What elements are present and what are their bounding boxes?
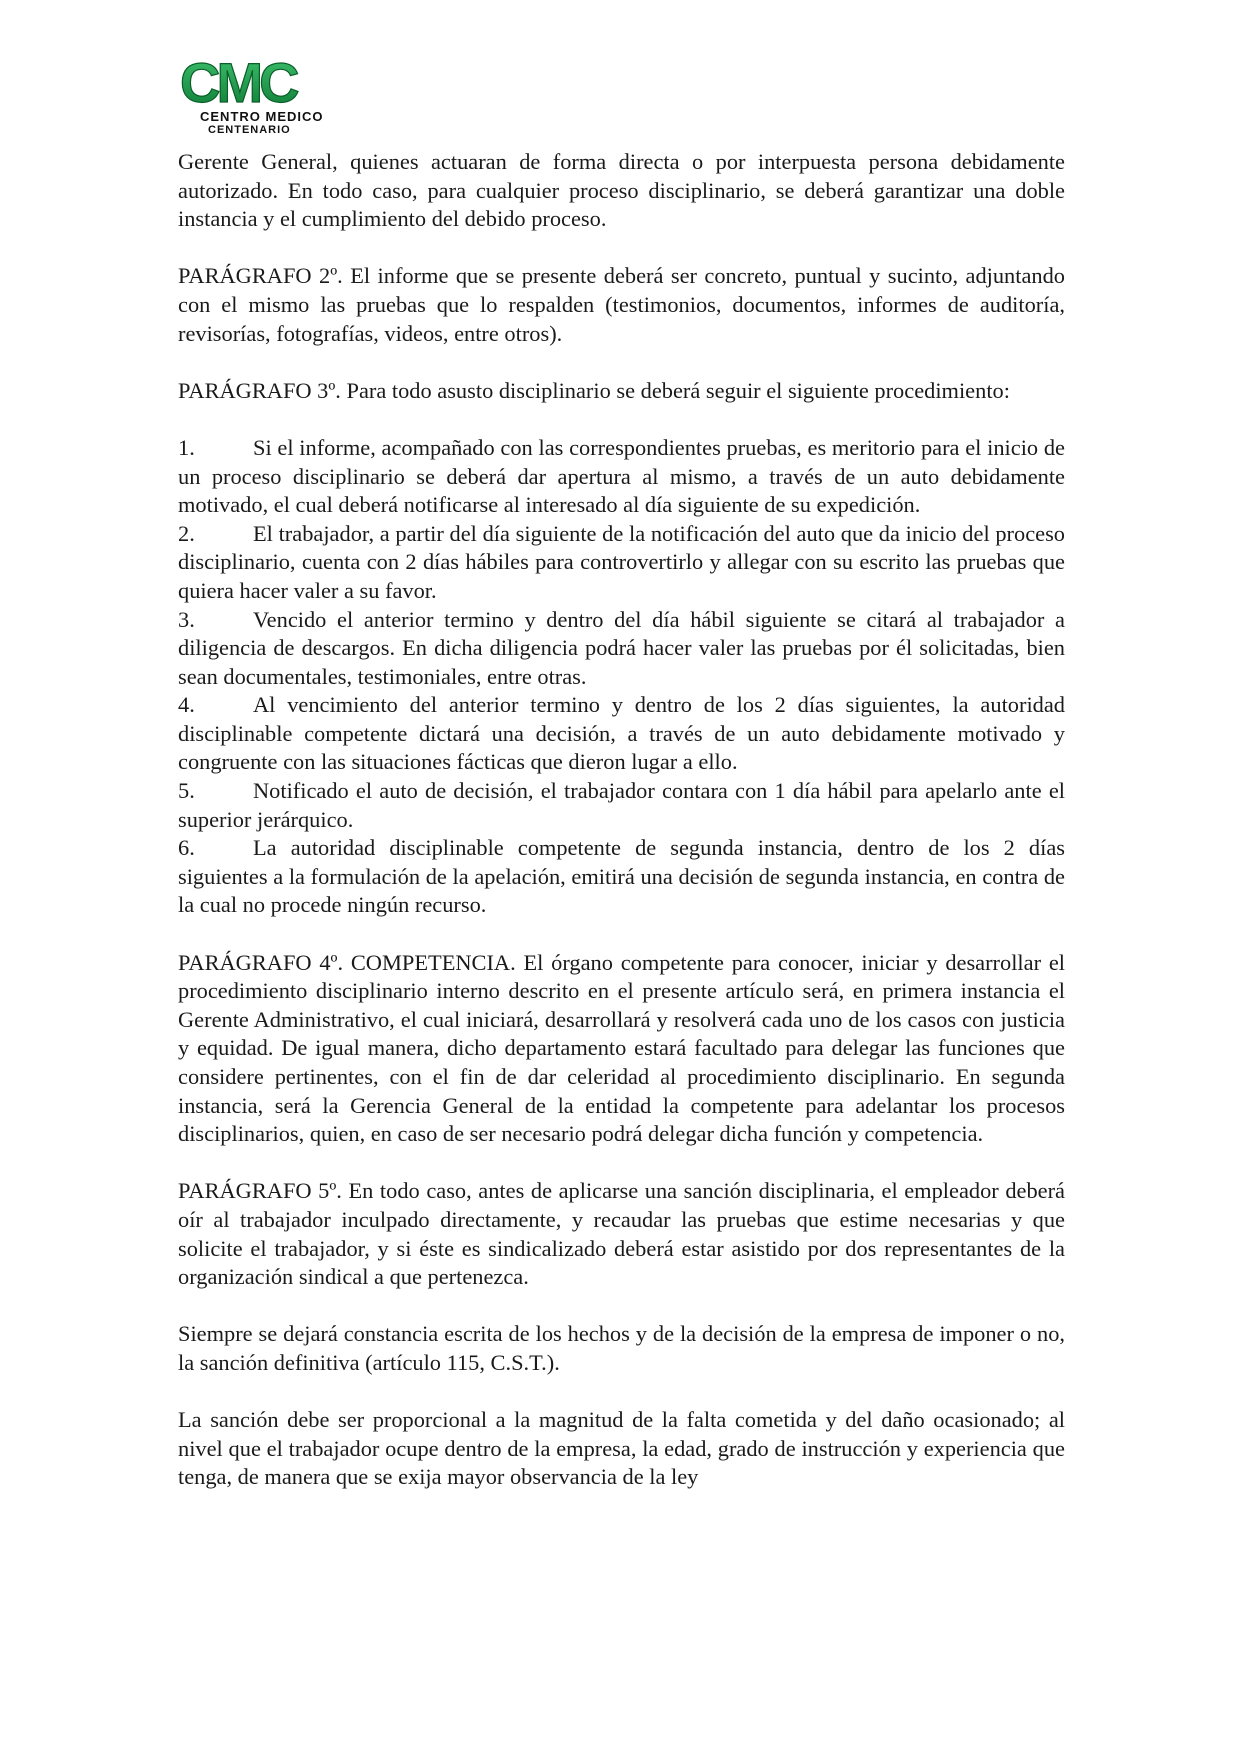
list-item-text: El trabajador, a partir del día siguiente de la notificación del auto que da inicio del proceso disciplinario, cuenta con 2 días hábiles para controvertirlo y allegar con su escrito las pruebas que quiera hacer valer a su favor. [178, 520, 1065, 603]
document-body [178, 148, 1065, 1492]
paragraph-sancion: La sanción debe ser proporcional a la magnitud de la falta cometida y del daño ocasionado; al nivel que el trabajador ocupe dentro de la empresa, la edad, grado de instrucción y experiencia que tenga, de manera que se exija mayor observancia de la ley [178, 1407, 1065, 1490]
list-item [178, 777, 1065, 834]
list-item [178, 520, 1065, 606]
list-item-number: 2. [178, 520, 195, 546]
paragraph-5: PARÁGRAFO 5º. En todo caso, antes de aplicarse una sanción disciplinaria, el empleador deberá oír al trabajador inculpado directamente, y recaudar las pruebas que estime necesarias y que solicite el trabajador, y si éste es sindicalizado deberá estar asistido por dos representantes de la organización sindical a que pertenezca. [178, 1178, 1065, 1290]
list-item-text: Si el informe, acompañado con las correspondientes pruebas, es meritorio para el inicio de un proceso disciplinario se deberá dar apertura al mismo, a través de un auto debidamente motivado, el cual deberá notificarse al interesado al día siguiente de su expedición. [178, 434, 1065, 518]
paragraph-3: PARÁGRAFO 3º. Para todo asusto disciplinario se deberá seguir el siguiente procedimiento: [178, 377, 1010, 403]
list-item-number: 1. [178, 434, 195, 460]
list-item-text: Al vencimiento del anterior termino y dentro de los 2 días siguientes, la autoridad disciplinable competente dictará una decisión, a través de un auto debidamente motivado y congruente con las situaciones fácticas que dieron lugar a ello. [178, 692, 1065, 775]
company-logo [178, 58, 378, 134]
paragraph-intro: Gerente General, quienes actuaran de forma directa o por interpuesta persona debidamente autorizado. En todo caso, para cualquier proceso disciplinario, se deberá garantizar una doble instancia y el cumplimiento del debido proceso. [178, 149, 1065, 232]
list-item-number: 3. [178, 606, 195, 632]
list-item-text: Vencido el anterior termino y dentro del día hábil siguiente se citará al trabajador a diligencia de descargos. En dicha diligencia podrá hacer valer las pruebas por él solicitadas, bien sean documentales, testimoniales, entre otras. [178, 606, 1065, 689]
list-item-number: 5. [178, 778, 195, 804]
list-item-number: 4. [178, 692, 195, 718]
logo-line2: CENTENARIO [208, 124, 291, 134]
logo-letters: CMC [180, 58, 296, 114]
paragraph-4: PARÁGRAFO 4º. COMPETENCIA. El órgano competente para conocer, iniciar y desarrollar el procedimiento disciplinario interno descrito en el presente artículo será, en primera instancia el Gerente Administrativo, el cual iniciará, desarrollará y resolverá cada uno de los casos con justicia y equidad. De igual manera, dicho departamento estará facultado para delegar las funciones que considere pertinentes, con el fin de dar celeridad al procedimiento disciplinario. En segunda instancia, será la Gerencia General de la entidad la competente para adelantar los procesos disciplinarios, quien, en caso de ser necesario podrá delegar dicha función y competencia. [178, 949, 1065, 1147]
list-item [178, 834, 1065, 920]
paragraph-constancia: Siempre se dejará constancia escrita de los hechos y de la decisión de la empresa de imponer o no, la sanción definitiva (artículo 115, C.S.T.). [178, 1321, 1065, 1375]
list-item-text: La autoridad disciplinable competente de segunda instancia, dentro de los 2 días siguientes a la formulación de la apelación, emitirá una decisión de segunda instancia, en contra de la cual no procede ningún recurso. [178, 835, 1065, 918]
list-item [178, 606, 1065, 692]
paragraph-2: PARÁGRAFO 2º. El informe que se presente deberá ser concreto, puntual y sucinto, adjuntando con el mismo las pruebas que lo respalden (testimonios, documentos, informes de auditoría, revisorías, fotografías, videos, entre otros). [178, 263, 1065, 346]
logo-line1: CENTRO MEDICO [200, 109, 324, 124]
list-item [178, 434, 1065, 520]
list-item [178, 691, 1065, 777]
cmc-logo-graphic [178, 58, 378, 134]
list-item-number: 6. [178, 835, 195, 861]
procedure-list [178, 434, 1065, 920]
list-item-text: Notificado el auto de decisión, el trabajador contara con 1 día hábil para apelarlo ante el superior jerárquico. [178, 778, 1065, 832]
